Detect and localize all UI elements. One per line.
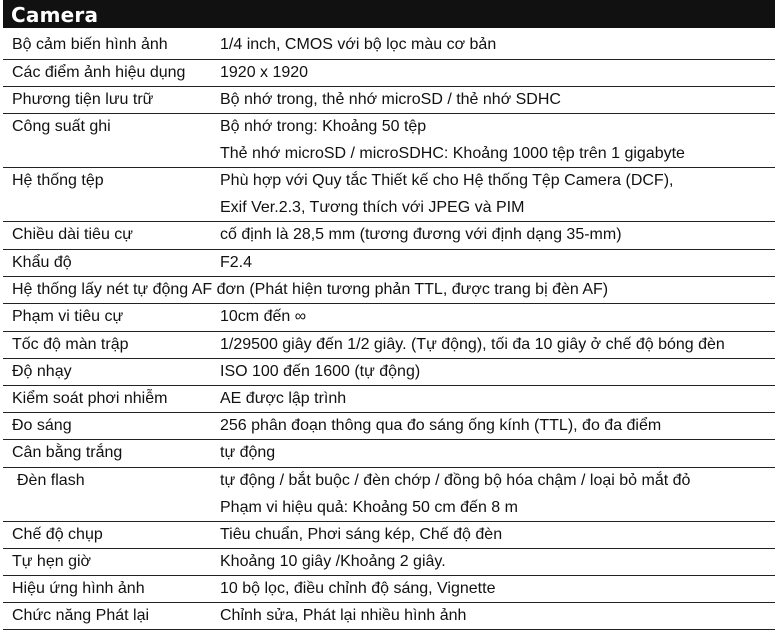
spec-value: 1/29500 giây đến 1/2 giây. (Tự động), tối đa 10 giây ở chế độ bóng đèn xyxy=(220,336,725,353)
spec-row-shutter-speed xyxy=(3,332,775,359)
spec-label: Cân bằng trắng xyxy=(12,444,123,461)
spec-label: Bộ cảm biến hình ảnh xyxy=(12,36,168,53)
spec-row-autofocus xyxy=(3,277,775,304)
spec-row-shooting-mode xyxy=(3,522,775,549)
spec-value: F2.4 xyxy=(220,254,253,271)
spec-row-playback xyxy=(3,603,775,630)
spec-value: 256 phân đoạn thông qua đo sáng ống kính (TTL), đo đa điểm xyxy=(220,417,662,434)
spec-label: Chế độ chụp xyxy=(12,526,103,543)
spec-row-white-balance xyxy=(3,440,775,468)
spec-value: cố định là 28,5 mm (tương đương với định dạng 35-mm) xyxy=(220,226,622,243)
spec-value: AE được lập trình xyxy=(220,390,347,407)
spec-row-exposure-control xyxy=(3,386,775,413)
spec-label: Tự hẹn giờ xyxy=(12,553,92,570)
spec-value: Tiêu chuẩn, Phơi sáng kép, Chế độ đèn xyxy=(220,526,503,543)
spec-label: Kiểm soát phơi nhiễm xyxy=(12,390,168,407)
spec-row-focus-range xyxy=(3,304,775,332)
spec-label: Hiệu ứng hình ảnh xyxy=(12,580,145,597)
spec-value: 1/4 inch, CMOS với bộ lọc màu cơ bản xyxy=(220,36,497,53)
spec-row-recording-capacity xyxy=(3,114,775,168)
spec-value: Chỉnh sửa, Phát lại nhiều hình ảnh xyxy=(220,607,467,624)
spec-row-aperture xyxy=(3,250,775,277)
spec-value: ISO 100 đến 1600 (tự động) xyxy=(220,363,421,380)
spec-value: Khoảng 10 giây /Khoảng 2 giây. xyxy=(220,553,446,570)
spec-label: Công suất ghi xyxy=(12,118,111,135)
spec-row-metering xyxy=(3,413,775,440)
spec-value: tự động xyxy=(220,444,276,461)
spec-label: Phương tiện lưu trữ xyxy=(12,91,154,108)
spec-label: Đèn flash xyxy=(17,472,85,489)
spec-value: Phù hợp với Quy tắc Thiết kế cho Hệ thống Tệp Camera (DCF), Exif Ver.2.3, Tương thích với JPEG và PIM xyxy=(220,172,674,216)
spec-value: 10 bộ lọc, điều chỉnh độ sáng, Vignette xyxy=(220,580,496,597)
spec-row-focal-length xyxy=(3,222,775,250)
spec-row-image-sensor xyxy=(3,28,775,60)
spec-label: Tốc độ màn trập xyxy=(12,336,129,353)
spec-row-file-system xyxy=(3,168,775,222)
spec-label: Hệ thống tệp xyxy=(12,172,104,189)
spec-label: Đo sáng xyxy=(12,417,72,434)
spec-row-effective-pixels xyxy=(3,60,775,87)
spec-label: Các điểm ảnh hiệu dụng xyxy=(12,64,186,81)
spec-value: 10cm đến ∞ xyxy=(220,308,307,325)
spec-full-line: Hệ thống lấy nét tự động AF đơn (Phát hiện tương phản TTL, được trang bị đèn AF) xyxy=(12,281,609,298)
section-title: Camera xyxy=(3,0,775,28)
spec-row-sensitivity xyxy=(3,359,775,386)
spec-row-image-effects xyxy=(3,576,775,603)
spec-label: Độ nhạy xyxy=(12,363,72,380)
spec-label: Khẩu độ xyxy=(12,254,72,271)
spec-row-storage-media xyxy=(3,87,775,114)
spec-value: Bộ nhớ trong, thẻ nhớ microSD / thẻ nhớ SDHC xyxy=(220,91,561,108)
spec-label: Chức năng Phát lại xyxy=(12,607,150,624)
spec-row-self-timer xyxy=(3,549,775,576)
spec-label: Chiều dài tiêu cự xyxy=(12,226,133,243)
spec-row-flash xyxy=(3,468,775,522)
spec-value: tự động / bắt buộc / đèn chớp / đồng bộ hóa chậm / loại bỏ mắt đỏ Phạm vi hiệu quả: Khoảng 50 cm đến 8 m xyxy=(220,472,691,516)
spec-label: Phạm vi tiêu cự xyxy=(12,308,124,325)
spec-value: 1920 x 1920 xyxy=(220,64,309,81)
spec-value: Bộ nhớ trong: Khoảng 50 tệp Thẻ nhớ microSD / microSDHC: Khoảng 1000 tệp trên 1 gigabyte xyxy=(220,118,685,162)
